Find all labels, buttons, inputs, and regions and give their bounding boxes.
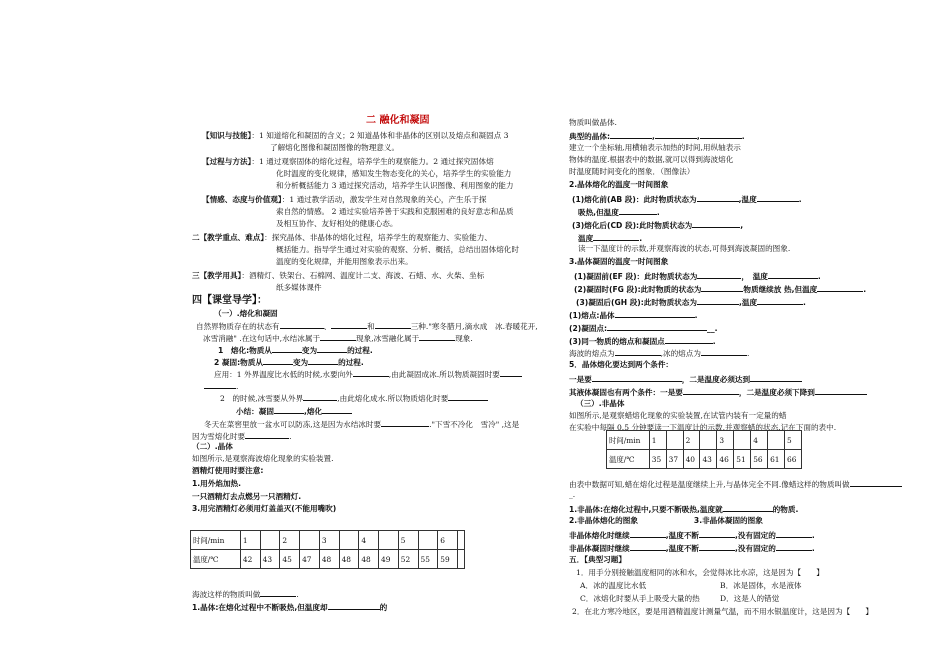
freezing-point-line: (2)凝固点: __.	[569, 324, 718, 333]
question-1: 1．用手分别接触温度相同的冰和水，会觉得冰比水凉，这是因为【 】	[576, 568, 824, 577]
table-cell: 5	[785, 431, 802, 450]
question-1-option-a: A．冰的温度比水低	[580, 581, 647, 590]
table-cell: 6	[438, 531, 458, 550]
table-cell	[379, 531, 399, 550]
same-point-line: (3)同一物质的熔点和凝固点 .	[569, 337, 716, 346]
page-title: 二 融化和凝固	[366, 115, 430, 126]
table-cell: 52	[398, 550, 418, 569]
table-header-time: 时间/min	[191, 531, 241, 550]
table-cell	[457, 550, 464, 569]
melting-points-line: 海波的熔点为 ,冰的熔点为 .	[569, 349, 750, 358]
knowledge-line-1: 【知识与技能】：1 知道熔化和凝固的含义；2 知道晶体和非晶体的区别以及熔点和凝固点 3	[202, 131, 509, 140]
application-line-1: 应用：1 外界温度比水低的时候,水要向外 ,由此凝固成冰.所以物质凝固时要	[214, 368, 522, 380]
crystal-melting-graph-heading: 2.晶体熔化的温度一时间图象	[569, 180, 669, 189]
amorphous-definition-line: 1.非晶体:在熔化过程中,只要不断吸热,温度就 的物质.	[569, 505, 799, 514]
conditions-heading: 5．晶体熔化要达到两个条件：	[569, 360, 674, 369]
crystal-definition-line: 1.晶体:在熔化过程中不断吸热,但温度却 的	[192, 603, 388, 612]
table-cell: 1	[649, 431, 666, 450]
table-row	[191, 550, 465, 569]
table-cell	[418, 531, 438, 550]
key-points-line-3: 温度的变化规律，并能用图象表示出来。	[276, 257, 413, 266]
hypo-melting-table	[190, 530, 465, 569]
table-row	[191, 531, 465, 550]
table-header-temp: 温度/℃	[607, 450, 650, 469]
solidify-conditions-line: 其液体凝固也有两个条件：一是要 ，二是温度必须下降到	[569, 386, 867, 398]
emotion-line-3: 及相互协作、友好相处的健康心态。	[276, 219, 398, 228]
table-cell: 47	[300, 550, 320, 569]
table-cell: 1	[240, 531, 260, 550]
wax-melting-table	[606, 430, 802, 469]
key-points-line-2: 概括能力。指导学生通过对实验的观察、分析、概括，总结出固体熔化时	[276, 245, 519, 254]
typical-crystals-line: 典型的晶体: , , .	[569, 132, 745, 141]
table-cell: 3	[717, 431, 734, 450]
question-1-option-c: C．冰熔化时要从手上吸受大量的热	[580, 594, 700, 603]
lamp-note-3: 3.用完酒精灯必须用灯盖盖灭(不能用嘴吹)	[192, 504, 337, 513]
amorphous-naming-line: 由表中数据可知,蜡在熔化过程是温度继续上升,与晶体完全不同.像蜡这样的物质叫做	[569, 478, 902, 490]
table-cell	[300, 531, 320, 550]
graph-method-line-2: 物体的温度.根据表中的数据,就可以得到海波熔化	[569, 155, 734, 164]
question-2: 2．在北方寒冷地区，要是用酒精温度计测量气温，而不用水银温度计，这是因为【 】	[572, 607, 873, 616]
exercises-heading: 五．【典型习题】	[569, 555, 626, 564]
process-line-3: 和分析概括能力 3 通过探究活动，培养学生认识图像、利用图象的能力	[276, 181, 514, 190]
table-cell: 49	[379, 550, 399, 569]
melting-conditions-line: 一是要 ，二是温度必须达到	[569, 373, 802, 385]
table-cell: 40	[683, 450, 700, 469]
table-cell	[734, 431, 751, 450]
definition-melting: 1 熔化:物质从 变为 的过程.	[218, 346, 373, 355]
table-cell: 66	[785, 450, 802, 469]
table-header-time: 时间/min	[607, 431, 650, 450]
table-cell: 4	[751, 431, 768, 450]
table-header-temp: 温度/℃	[191, 550, 241, 569]
table-row	[607, 431, 802, 450]
table-cell: 2	[280, 531, 300, 550]
table-cell: 42	[240, 550, 260, 569]
table-cell: 59	[438, 550, 458, 569]
lamp-note-1: 1.用外焰加热.	[192, 479, 242, 488]
section-amorphous-heading: （三）.非晶体	[576, 399, 625, 408]
wax-experiment-line-2: 在实验中每隔 0.5 分钟要读一下温度计的示数,并观察蜡的状态.记在下面的表中.	[569, 423, 837, 432]
table-cell: 48	[319, 550, 339, 569]
solidify-gh-line: (3)凝固后(GH 段):此时物质状态为 ,温度 .	[576, 298, 806, 307]
table-cell: 48	[359, 550, 379, 569]
crystal-definition-continued: 物质叫做晶体.	[569, 118, 617, 127]
table-cell	[666, 431, 683, 450]
amorphous-graphs-line: 2.非晶体熔化的图象 3.非晶体凝固的图象	[569, 516, 763, 525]
process-line-1: 【过程与方法】：1 通过观察固体的熔化过程，培养学生的观察能力。2 通过探究固体熔	[202, 157, 494, 166]
states-line-2: 冰雪消融" .在这句话中,水结冰属于 现象,冰雪融化属于 现象.	[203, 334, 473, 343]
question-1-option-d: D．这是人的错觉	[720, 594, 780, 603]
winter-line-1: 冬天在菜窖里放一盆水可以防冻,这是因为水结冰时要 ."下雪不冷化 雪冷" ,这是	[204, 420, 520, 429]
table-cell: 3	[319, 531, 339, 550]
melting-ab-line: (1)熔化前(AB 段)：此时物质状态为 ,温度 .	[572, 195, 802, 204]
tools-line-2: 纸多媒体课件	[276, 283, 322, 292]
application-blank: .	[204, 380, 238, 392]
melting-point-line: (1)熔点:晶体 .	[569, 311, 698, 320]
question-1-option-b: B．冰是固体，水是液体	[720, 581, 802, 590]
application-line-2: 2 的时候,冰雪要从外界 ,由此熔化成水.所以物质熔化时要	[220, 392, 488, 404]
crystal-solidify-graph-heading: 3.晶体凝固的温度一时间图象	[569, 257, 669, 266]
melting-cd-line: (3)熔化后(CD 段):此时物质状态为 ,	[572, 221, 744, 230]
table-cell: 45	[280, 550, 300, 569]
table-cell: 48	[339, 550, 359, 569]
table-cell: 2	[683, 431, 700, 450]
table-cell	[260, 531, 280, 550]
table-cell: 51	[734, 450, 751, 469]
table-cell: 56	[751, 450, 768, 469]
table-cell: 55	[418, 550, 438, 569]
table-cell: 5	[398, 531, 418, 550]
table-cell	[768, 431, 785, 450]
experiment-line: 如图所示,是观察海波熔化现象的实验装置.	[192, 454, 334, 463]
guide-heading: 四【课堂导学】：	[192, 295, 267, 306]
table-cell: 46	[717, 450, 734, 469]
emotion-line-2: 索自然的情感。 2 通过实验培养善于实践和克服困难的良好意志和品质	[276, 207, 514, 216]
summary-line: 小结：凝固 ,熔化	[236, 405, 352, 417]
lamp-notes-heading: 酒精灯使用时要注意:	[192, 466, 264, 475]
process-line-2: 化时温度的变化规律，感知发生物态变化的关心，培养学生的实验能力	[276, 169, 512, 178]
table-cell: 4	[359, 531, 379, 550]
solidify-ef-line: (1)凝固前(EF 段)：此时物质状态为 ， 温度 .	[574, 272, 821, 281]
section-melting-heading: （一）.熔化和凝固	[214, 309, 278, 318]
key-points-line-1: 二【教学重点、难点】：探究晶体、非晶体的熔化过程，培养学生的观察能力、实验能力、	[192, 233, 492, 242]
table-cell: 43	[700, 450, 717, 469]
table-cell: 37	[666, 450, 683, 469]
solidify-fg-line: (2)凝固时(FG 段):此时物质的状态为 物质继续放 热,但温度 .	[574, 285, 867, 294]
melting-bc-line: 吸热,但温度 .	[578, 208, 660, 217]
wax-experiment-line-1: 如图所示,是观察蜡熔化现象的实验装置,在试管内装有一定量的蜡	[569, 411, 787, 420]
winter-line-2: 因为雪熔化时要 .	[192, 432, 292, 441]
knowledge-line-2: 了解熔化图像和凝固图像的物理意义。	[270, 143, 400, 152]
definition-solidification: 2 凝固:物质从 变为 的过程.	[214, 358, 364, 367]
table-cell: 43	[260, 550, 280, 569]
amorphous-melting-line: 非晶体熔化时继续 ,温度不断 ,没有固定的 .	[569, 531, 815, 540]
table-cell: 35	[649, 450, 666, 469]
amorphous-solidify-line: 非晶体凝固时继续 ,温度不断 ,没有固定的 .	[569, 544, 815, 553]
section-crystal-heading: （二）.晶体	[192, 442, 233, 451]
emotion-line-1: 【情感、态度与价值观】：1 通过教学活动，激发学生对自然现象的关心，产生乐于探	[202, 195, 487, 204]
graph-method-line-1: 建立一个坐标轴,用横轴表示加热的时间,用纵轴表示	[569, 143, 741, 152]
lamp-note-2: 一只酒精灯去点燃另一只酒精灯.	[192, 492, 302, 501]
states-line-1: 自然界物质存在的状态有 、 和 三种."寒冬腊月,滴水成 冰.春暖花开,	[196, 322, 538, 331]
table-cell	[457, 531, 464, 550]
hypo-naming-line: 海波这样的物质叫做 .	[192, 590, 299, 599]
melting-cd-temp-line: 温度 .	[578, 234, 643, 243]
table-cell	[700, 431, 717, 450]
table-row	[607, 450, 802, 469]
graph-method-line-3: 时温度随时间变化的图象．（图像法）	[569, 167, 695, 176]
table-cell: 61	[768, 450, 785, 469]
solidify-intro-line: 读一下温度计的示数,并观察海波的状态,可得到海波凝固的图象.	[578, 244, 791, 253]
table-cell	[339, 531, 359, 550]
amorphous-naming-end: _.	[569, 490, 576, 499]
tools-line-1: 三【教学用具】：酒精灯、铁架台、石棉网、温度计二支、海波、石蜡、水、火柴、坐标	[192, 271, 485, 280]
